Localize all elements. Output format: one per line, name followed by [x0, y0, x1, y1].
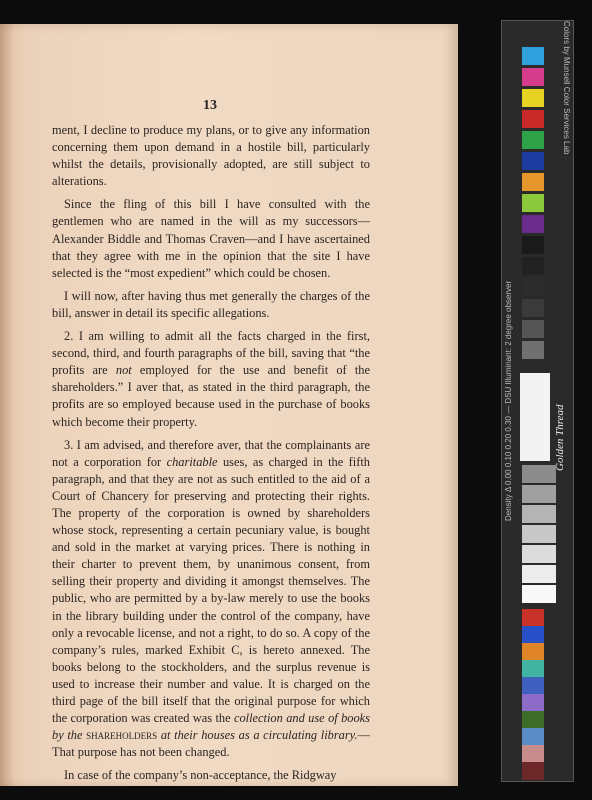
- color-swatch: [522, 341, 544, 359]
- book-page: [0, 24, 458, 786]
- color-swatch: [522, 643, 544, 661]
- color-calibration-strip: [501, 20, 574, 782]
- color-swatch: [522, 745, 544, 763]
- color-swatch: [522, 215, 544, 233]
- color-swatch: [522, 609, 544, 627]
- color-swatch: [522, 626, 544, 644]
- gray-patch: [522, 485, 556, 503]
- color-swatch: [522, 694, 544, 712]
- color-swatch: [522, 173, 544, 191]
- gray-patch: [522, 585, 556, 603]
- paragraph-4: 2. I am willing to admit all the facts charged in the first, second, third, and fourth paragraphs of the bill, saving that “the profits are not employed for the use and benefit of the shareholders.” I aver that, as stated in the third paragraph, the profits are so employed because used in the purchase of books which become their property.: [52, 329, 371, 429]
- gray-patch: [522, 565, 556, 583]
- strip-density-label: Density Δ 0.00 0.10 0.20 0.30 — DSU Illuminant: 2 degree observer: [504, 280, 513, 522]
- color-swatch: [522, 728, 544, 746]
- paragraph-1: ment, I decline to produce my plans, or to give any information concerning them upon demand in a hostile bill, particularly whilst the details, provisionally adopted, are still subject to alterations.: [52, 123, 370, 189]
- page-number: 13: [203, 98, 217, 113]
- gray-patch: [522, 525, 556, 543]
- paragraph-5: 3. I am advised, and therefore aver, that the complainants are not a corporation for charitable uses, as charged in the fifth paragraph, and that they are not as such entitled to the aid of a Court of Chancery for preserving and protecting their rights. The property of the corporation is owned by shareholders whose stock, representing a certain pecuniary value, is bought and sold in the market at varying prices. There is nothing in their charter to prevent them, by unanimous consent, from selling their property and dividing it amongst themselves. The public, who are permitted by a by-law merely to use the books in the library building under the control of the company, have only a revocable license, and not a right, to do so. A copy of the company’s rules, marked Exhibit C, is hereto annexed. The books belong to the stockholders, and the surplus revenue is used to increase their number and value. It is charged on the third page of the bill itself that the original purpose for which the corporation was created was the collection and use of books by the shareholders at their houses as a circulating library.—That purpose has not been changed.: [52, 437, 370, 760]
- color-swatch: [522, 278, 544, 296]
- color-swatch: [522, 320, 544, 338]
- strip-brand-label: Colors by Munsell Color Services Lab: [562, 21, 571, 155]
- body-text: [52, 122, 370, 790]
- color-swatch: [522, 299, 544, 317]
- gray-patch: [522, 505, 556, 523]
- gray-patch: [522, 465, 556, 483]
- color-swatch: [522, 131, 544, 149]
- color-swatch: [522, 236, 544, 254]
- color-swatch: [522, 152, 544, 170]
- color-swatch: [522, 711, 544, 729]
- color-swatch: [522, 257, 544, 275]
- color-swatch: [522, 68, 544, 86]
- color-swatch: [522, 47, 544, 65]
- color-swatch: [522, 89, 544, 107]
- paragraph-2: Since the fling of this bill I have consulted with the gentlemen who are named in the will as my successors—Alexander Biddle and Thomas Craven—and I have ascertained that they agree with me in the opinion that the site I have selected is the “most expedient” which could be chosen.: [52, 197, 370, 280]
- color-swatch: [522, 660, 544, 678]
- target-logo: [520, 373, 550, 461]
- color-swatch: [522, 194, 544, 212]
- color-swatch: [522, 110, 544, 128]
- color-swatch: [522, 677, 544, 695]
- gray-patch: [522, 545, 556, 563]
- golden-thread-logo: Golden Thread: [554, 404, 566, 471]
- color-swatch: [522, 762, 544, 780]
- paragraph-6: In case of the company’s non-acceptance, the Ridgway: [64, 768, 337, 783]
- paragraph-3: I will now, after having thus met generally the charges of the bill, answer in detail its specific allegations.: [52, 288, 370, 320]
